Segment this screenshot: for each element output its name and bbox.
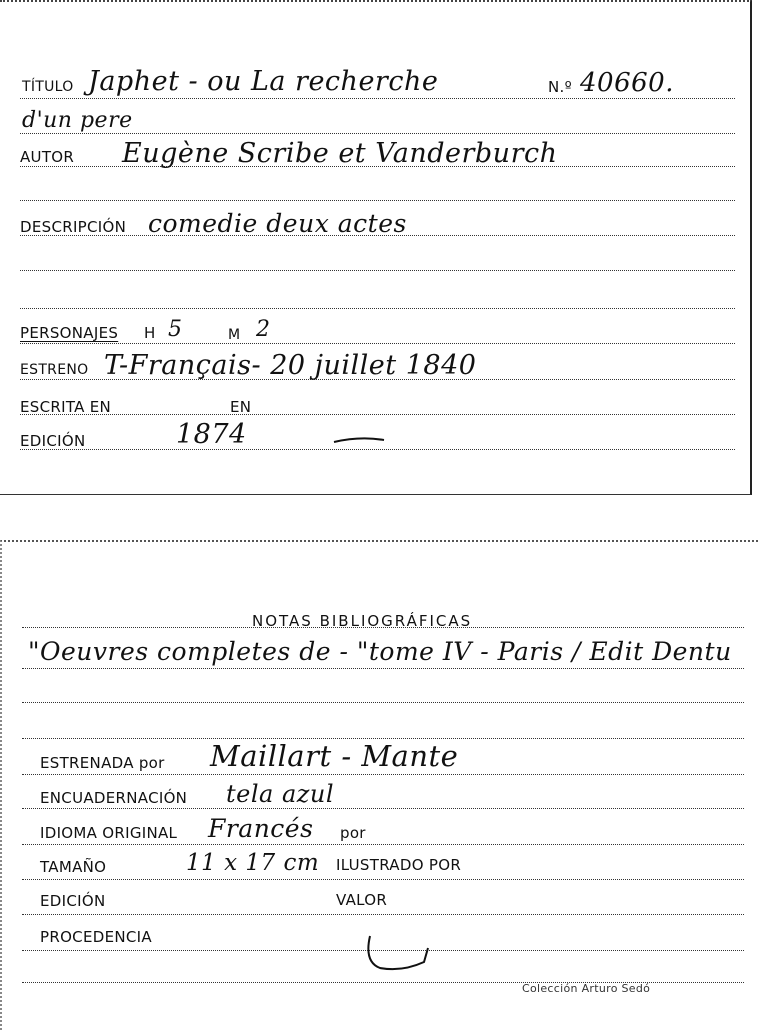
notas-value: "Oeuvres completes de - "tome IV - Paris / Edit Dentu [28, 637, 732, 666]
estrenada-label: ESTRENADA por [40, 754, 165, 772]
descripcion-label: DESCRIPCIÓN [20, 218, 127, 236]
line-edicion-2 [22, 914, 744, 915]
escrita-en-label: ESCRITA EN [20, 398, 112, 416]
line-blank-2 [20, 270, 735, 271]
bracket-mark [364, 934, 434, 974]
por-label: por [340, 824, 366, 842]
en-label: EN [230, 398, 252, 416]
personajes-label: PERSONAJES [20, 324, 119, 342]
line-blank-1 [20, 200, 735, 201]
titulo-value-continued: d'un pere [22, 108, 133, 133]
personajes-h-label: H [144, 324, 156, 342]
idioma-label: IDIOMA ORIGINAL [40, 824, 178, 842]
line-estrenada [22, 774, 744, 775]
estreno-value: T-Français- 20 juillet 1840 [104, 350, 477, 381]
edicion-value: 1874 [176, 419, 247, 450]
personajes-m-label: M [228, 327, 241, 343]
descripcion-value: comedie deux actes [148, 209, 407, 238]
line-idioma [22, 844, 744, 845]
line-titulo [20, 98, 735, 99]
ilustrado-label: ILUSTRADO POR [336, 856, 462, 874]
line-titulo-cont [20, 133, 735, 134]
line-blank-a [22, 702, 744, 703]
encuadernacion-value: tela azul [226, 780, 335, 808]
tamano-value: 11 x 17 cm [186, 850, 320, 876]
line-encuadernacion [22, 808, 744, 809]
line-tamano [22, 879, 744, 880]
autor-value: Eugène Scribe et Vanderburch [122, 138, 558, 169]
personajes-m-value: 2 [256, 317, 271, 342]
line-personajes [20, 343, 735, 344]
idioma-value: Francés [208, 814, 314, 843]
encuadernacion-label: ENCUADERNACIÓN [40, 789, 188, 807]
catalog-card-top [0, 0, 752, 495]
tamano-label: TAMAÑO [40, 858, 107, 876]
line-blank-3 [20, 308, 735, 309]
edicion-2-label: EDICIÓN [40, 892, 106, 910]
line-notas [22, 668, 744, 669]
catalog-card-bottom [0, 540, 758, 1030]
procedencia-label: PROCEDENCIA [40, 928, 152, 946]
dash-mark [332, 434, 392, 446]
valor-label: VALOR [336, 891, 388, 909]
estrenada-value: Maillart - Mante [210, 739, 459, 773]
numero-label: N.º [548, 78, 572, 96]
notas-heading: NOTAS BIBLIOGRÁFICAS [252, 612, 473, 630]
coleccion-stamp: Colección Arturo Sedó [522, 982, 651, 995]
line-edicion [20, 449, 735, 450]
numero-value: 40660. [580, 68, 674, 98]
titulo-value: Japhet - ou La recherche [88, 66, 439, 97]
titulo-label: TÍTULO [22, 79, 74, 95]
line-escrita [20, 414, 735, 415]
autor-label: AUTOR [20, 148, 75, 166]
personajes-h-value: 5 [168, 317, 183, 342]
edicion-label: EDICIÓN [20, 432, 86, 450]
estreno-label: ESTRENO [20, 362, 89, 378]
